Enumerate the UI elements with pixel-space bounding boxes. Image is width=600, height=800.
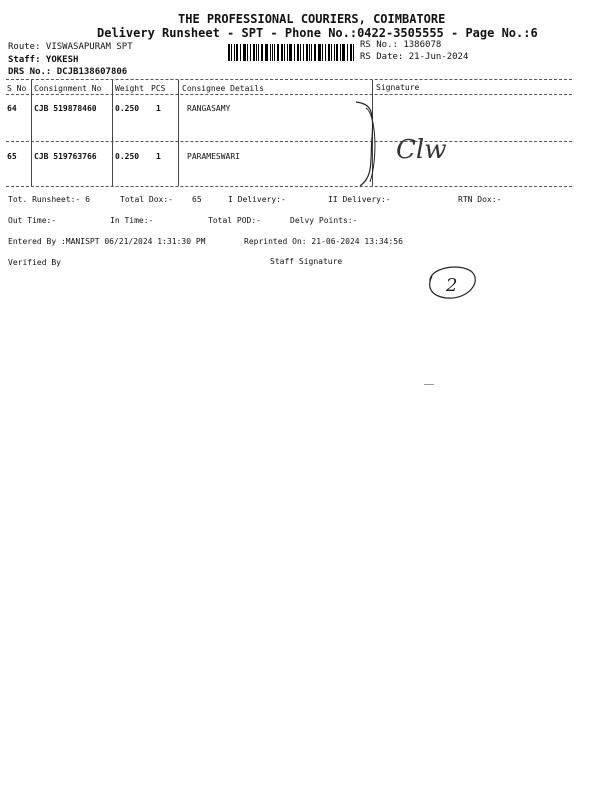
staff-label: Staff: YOKESH	[8, 55, 79, 65]
stray-mark	[424, 384, 434, 385]
company-title: THE PROFESSIONAL COURIERS, COIMBATORE	[178, 12, 446, 26]
total-pod: Total POD:-	[208, 216, 261, 225]
row-consignee: PARAMESWARI	[187, 152, 240, 161]
out-time: Out Time:-	[8, 216, 57, 225]
col-header-sno: S No	[7, 84, 27, 93]
row-consignment: CJB 519763766	[34, 152, 97, 161]
runsheet-title: Delivery Runsheet - SPT - Phone No.:0422-3505555 - Page No.:6	[97, 26, 538, 40]
column-divider	[112, 80, 113, 186]
col-header-weight: Weight	[115, 84, 144, 93]
table-header-border	[6, 94, 572, 95]
reprinted-on: Reprinted On: 21-06-2024 13:34:56	[244, 237, 403, 246]
ii-delivery: II Delivery:-	[328, 195, 391, 204]
svg-text:Clw: Clw	[396, 135, 447, 165]
i-delivery: I Delivery:-	[228, 195, 286, 204]
row-pcs: 1	[156, 104, 161, 113]
col-header-pcs: PCS	[151, 84, 166, 93]
row-consignment: CJB 519878460	[34, 104, 97, 113]
delvy-points: Delvy Points:-	[290, 216, 358, 225]
staff-signature-label: Staff Signature	[270, 257, 343, 266]
column-divider	[31, 80, 32, 186]
rs-number: RS No.: 1386078	[360, 40, 442, 50]
route-label: Route: VISWASAPURAM SPT	[8, 42, 133, 52]
col-header-signature: Signature	[376, 83, 420, 92]
circled-number	[420, 260, 484, 304]
rtn-dox: RTN Dox:-	[458, 195, 502, 204]
col-header-consignment: Consignment No	[34, 84, 102, 93]
row-sno: 64	[7, 104, 17, 113]
barcode	[228, 44, 356, 61]
row-pcs: 1	[156, 152, 161, 161]
drs-number: DRS No.: DCJB138607806	[8, 67, 128, 77]
rs-date: RS Date: 21-Jun-2024	[360, 52, 469, 62]
total-dox-value: 65	[192, 195, 202, 204]
in-time: In Time:-	[110, 216, 154, 225]
total-dox-label: Total Dox:-	[120, 195, 173, 204]
row-consignee: RANGASAMY	[187, 104, 231, 113]
handwritten-signature	[352, 98, 592, 193]
verified-by: Verified By	[8, 258, 61, 267]
col-header-consignee: Consignee Details	[182, 84, 264, 93]
svg-text:2: 2	[446, 275, 458, 296]
row-weight: 0.250	[115, 152, 140, 161]
tot-runsheet: Tot. Runsheet:- 6	[8, 195, 90, 204]
table-top-border	[6, 79, 572, 80]
entered-by: Entered By :MANISPT 06/21/2024 1:31:30 PM	[8, 237, 206, 246]
row-weight: 0.250	[115, 104, 140, 113]
column-divider	[178, 80, 179, 186]
row-sno: 65	[7, 152, 17, 161]
